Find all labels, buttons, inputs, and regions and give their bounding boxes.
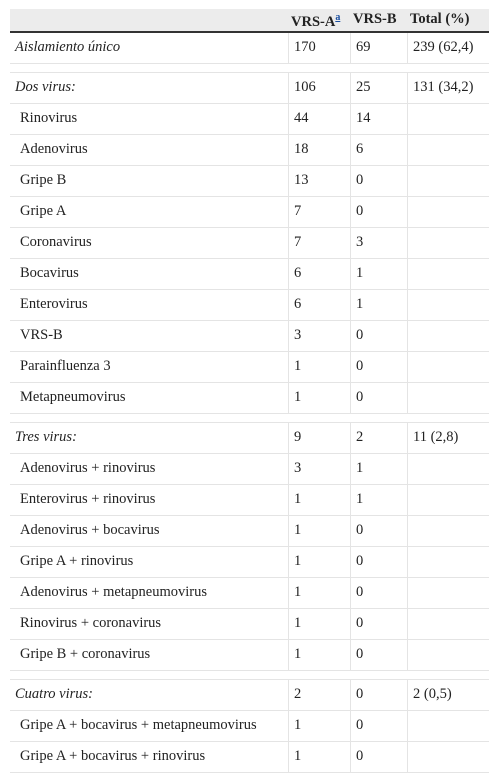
spacer-cell: [10, 671, 288, 680]
vrs-b-value: 0: [350, 609, 407, 640]
section-label: Cuatro virus:: [10, 680, 288, 711]
virus-label: Adenovirus + bocavirus: [10, 516, 288, 547]
vrs-a-value: 3: [288, 454, 350, 485]
vrs-a-value: 1: [288, 485, 350, 516]
section-label: Aislamiento único: [10, 33, 288, 64]
total-empty-cell: [407, 711, 489, 742]
spacer-cell: [350, 64, 407, 73]
virus-label: Adenovirus: [10, 135, 288, 166]
spacer-cell: [350, 414, 407, 423]
spacer-cell: [10, 414, 288, 423]
table-row: [10, 104, 489, 135]
section-row: [10, 73, 489, 104]
table-row: [10, 197, 489, 228]
vrs-a-value: 1: [288, 547, 350, 578]
total-empty-cell: [407, 383, 489, 414]
header-vrs-b: VRS-B: [350, 9, 407, 33]
virus-coinfection-table-container: [10, 9, 489, 773]
section-vrs-a-value: 9: [288, 423, 350, 454]
virus-coinfection-table: [10, 9, 489, 773]
table-row: [10, 166, 489, 197]
section-label: Tres virus:: [10, 423, 288, 454]
total-empty-cell: [407, 352, 489, 383]
vrs-b-value: 1: [350, 485, 407, 516]
section-row: [10, 680, 489, 711]
section-total-value: 239 (62,4): [407, 33, 489, 64]
spacer-cell: [407, 671, 489, 680]
table-body: [10, 33, 489, 773]
vrs-b-value: 1: [350, 454, 407, 485]
total-empty-cell: [407, 259, 489, 290]
virus-label: Coronavirus: [10, 228, 288, 259]
table-row: [10, 742, 489, 773]
virus-label: Parainfluenza 3: [10, 352, 288, 383]
spacer-cell: [350, 671, 407, 680]
vrs-b-value: 0: [350, 640, 407, 671]
section-spacer: [10, 671, 489, 680]
vrs-b-value: 0: [350, 352, 407, 383]
table-row: [10, 485, 489, 516]
section-vrs-a-value: 170: [288, 33, 350, 64]
virus-label: Rinovirus + coronavirus: [10, 609, 288, 640]
section-vrs-b-value: 0: [350, 680, 407, 711]
section-vrs-a-value: 106: [288, 73, 350, 104]
header-total: Total (%): [407, 9, 489, 33]
vrs-a-value: 13: [288, 166, 350, 197]
virus-label: Enterovirus: [10, 290, 288, 321]
total-empty-cell: [407, 454, 489, 485]
virus-label: Gripe B + coronavirus: [10, 640, 288, 671]
virus-label: Bocavirus: [10, 259, 288, 290]
spacer-cell: [407, 414, 489, 423]
table-row: [10, 609, 489, 640]
section-spacer: [10, 64, 489, 73]
vrs-b-value: 0: [350, 711, 407, 742]
vrs-a-value: 7: [288, 197, 350, 228]
virus-label: Enterovirus + rinovirus: [10, 485, 288, 516]
table-row: [10, 259, 489, 290]
total-empty-cell: [407, 516, 489, 547]
table-row: [10, 290, 489, 321]
table-row: [10, 135, 489, 166]
table-row: [10, 547, 489, 578]
vrs-b-value: 0: [350, 166, 407, 197]
section-label: Dos virus:: [10, 73, 288, 104]
spacer-cell: [288, 414, 350, 423]
spacer-cell: [10, 64, 288, 73]
table-row: [10, 711, 489, 742]
vrs-b-value: 0: [350, 321, 407, 352]
total-empty-cell: [407, 197, 489, 228]
section-total-value: 131 (34,2): [407, 73, 489, 104]
vrs-b-value: 0: [350, 578, 407, 609]
spacer-cell: [407, 64, 489, 73]
table-row: [10, 578, 489, 609]
table-header: [10, 9, 489, 33]
section-spacer: [10, 414, 489, 423]
section-row: [10, 423, 489, 454]
vrs-b-value: 0: [350, 197, 407, 228]
spacer-cell: [288, 671, 350, 680]
vrs-b-value: 6: [350, 135, 407, 166]
vrs-b-value: 3: [350, 228, 407, 259]
virus-label: Adenovirus + rinovirus: [10, 454, 288, 485]
header-row: [10, 9, 489, 33]
vrs-a-value: 1: [288, 516, 350, 547]
vrs-a-value: 3: [288, 321, 350, 352]
vrs-b-value: 14: [350, 104, 407, 135]
header-vrs-a-text: VRS-A: [291, 13, 336, 30]
total-empty-cell: [407, 228, 489, 259]
section-vrs-b-value: 25: [350, 73, 407, 104]
section-total-value: 2 (0,5): [407, 680, 489, 711]
table-row: [10, 352, 489, 383]
section-vrs-b-value: 69: [350, 33, 407, 64]
virus-label: Rinovirus: [10, 104, 288, 135]
vrs-a-value: 6: [288, 259, 350, 290]
table-row: [10, 383, 489, 414]
virus-label: Gripe B: [10, 166, 288, 197]
header-label-col: [10, 9, 288, 33]
total-empty-cell: [407, 321, 489, 352]
spacer-cell: [288, 64, 350, 73]
total-empty-cell: [407, 485, 489, 516]
vrs-a-value: 1: [288, 578, 350, 609]
vrs-b-value: 0: [350, 383, 407, 414]
vrs-b-value: 1: [350, 259, 407, 290]
vrs-a-value: 1: [288, 742, 350, 773]
total-empty-cell: [407, 135, 489, 166]
header-vrs-a: [288, 9, 350, 33]
vrs-a-value: 6: [288, 290, 350, 321]
vrs-b-value: 0: [350, 547, 407, 578]
virus-label: VRS-B: [10, 321, 288, 352]
total-empty-cell: [407, 290, 489, 321]
section-row: [10, 33, 489, 64]
total-empty-cell: [407, 640, 489, 671]
total-empty-cell: [407, 609, 489, 640]
vrs-a-value: 1: [288, 609, 350, 640]
table-row: [10, 516, 489, 547]
footnote-a-link[interactable]: a: [335, 12, 341, 23]
section-vrs-a-value: 2: [288, 680, 350, 711]
table-row: [10, 640, 489, 671]
virus-label: Gripe A + bocavirus + metapneumovirus: [10, 711, 288, 742]
total-empty-cell: [407, 104, 489, 135]
vrs-a-value: 1: [288, 711, 350, 742]
section-total-value: 11 (2,8): [407, 423, 489, 454]
total-empty-cell: [407, 166, 489, 197]
vrs-a-value: 44: [288, 104, 350, 135]
vrs-a-value: 1: [288, 383, 350, 414]
table-row: [10, 321, 489, 352]
table-row: [10, 454, 489, 485]
virus-label: Gripe A + bocavirus + rinovirus: [10, 742, 288, 773]
vrs-a-value: 18: [288, 135, 350, 166]
virus-label: Gripe A: [10, 197, 288, 228]
vrs-b-value: 1: [350, 290, 407, 321]
vrs-a-value: 1: [288, 640, 350, 671]
total-empty-cell: [407, 742, 489, 773]
section-vrs-b-value: 2: [350, 423, 407, 454]
vrs-b-value: 0: [350, 742, 407, 773]
total-empty-cell: [407, 547, 489, 578]
total-empty-cell: [407, 578, 489, 609]
table-row: [10, 228, 489, 259]
vrs-a-value: 7: [288, 228, 350, 259]
virus-label: Gripe A + rinovirus: [10, 547, 288, 578]
vrs-b-value: 0: [350, 516, 407, 547]
vrs-a-value: 1: [288, 352, 350, 383]
virus-label: Adenovirus + metapneumovirus: [10, 578, 288, 609]
virus-label: Metapneumovirus: [10, 383, 288, 414]
